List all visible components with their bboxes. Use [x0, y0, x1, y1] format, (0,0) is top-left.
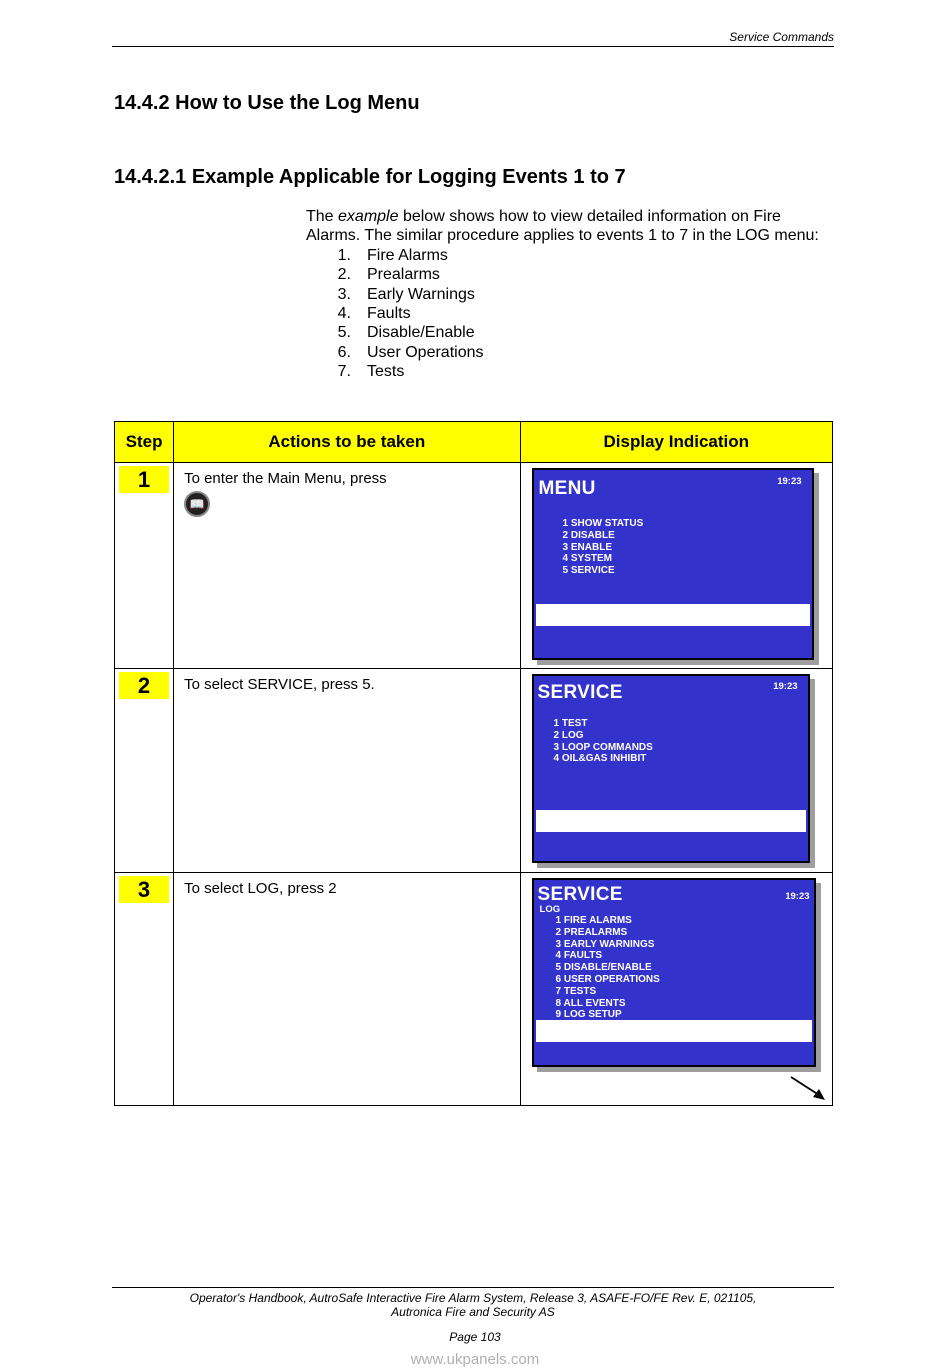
display-cell — [520, 873, 832, 1106]
menu-item: 9 LOG SETUP — [555, 1009, 622, 1021]
list-number: 2. — [337, 266, 351, 284]
intro-before: The — [306, 208, 339, 225]
menu-item: 4 OIL&GAS INHIBIT — [553, 753, 647, 765]
display-cell — [520, 463, 832, 669]
running-header: Service Commands — [112, 30, 834, 47]
menu-item: 3 LOOP COMMANDS — [553, 741, 653, 753]
page-footer — [112, 1287, 834, 1319]
step-cell — [115, 873, 174, 1106]
screen-status-bar — [536, 604, 810, 626]
menu-item: 2 PREALARMS — [555, 926, 628, 938]
action-text: To select SERVICE, press 5. — [184, 676, 375, 693]
list-label: Faults — [367, 305, 411, 323]
menu-item: 1 FIRE ALARMS — [555, 915, 632, 926]
list-item — [306, 265, 826, 284]
list-item — [306, 246, 826, 265]
list-number: 5. — [337, 324, 351, 342]
screen-subtitle: LOG — [539, 904, 561, 915]
screen-title: MENU — [538, 478, 596, 499]
menu-item: 7 TESTS — [555, 985, 597, 997]
list-item — [306, 323, 826, 342]
table-row — [115, 873, 833, 1106]
action-cell — [174, 873, 520, 1106]
list-label: Prealarms — [367, 266, 440, 284]
step-number: 2 — [119, 672, 169, 699]
list-number: 1. — [337, 246, 351, 264]
subsection-heading: 14.4.2.1 Example Applicable for Logging Events 1 to 7 — [114, 166, 626, 188]
arrow-down-right-icon — [789, 1075, 829, 1103]
intro-after: below shows how to view detailed information on Fire Alarms. The similar procedure applies to events 1 to 7 in the LOG menu: — [306, 208, 819, 245]
book-key-icon: 📖 — [184, 491, 210, 517]
step-cell — [115, 463, 174, 669]
table-row — [115, 669, 833, 873]
list-label: Fire Alarms — [367, 246, 448, 264]
list-number: 4. — [337, 305, 351, 323]
list-number: 3. — [337, 285, 351, 303]
table-header-row — [115, 422, 833, 463]
screen-menu — [563, 518, 644, 577]
header-actions: Actions to be taken — [174, 422, 520, 463]
screen-time: 19:23 — [785, 891, 810, 902]
panel-display — [532, 674, 810, 863]
step-cell — [115, 669, 174, 873]
screen-time: 19:23 — [773, 681, 798, 692]
panel-display — [532, 468, 814, 660]
menu-item: 3 EARLY WARNINGS — [555, 938, 655, 950]
menu-item: 5 DISABLE/ENABLE — [555, 962, 652, 974]
menu-item: 5 SERVICE — [562, 565, 615, 577]
action-cell — [174, 463, 520, 669]
screen-status-bar — [536, 810, 806, 832]
intro-text — [306, 207, 826, 382]
list-label: Disable/Enable — [367, 324, 475, 342]
list-label: User Operations — [367, 343, 484, 361]
list-label: Early Warnings — [367, 285, 475, 303]
menu-item: 2 DISABLE — [562, 529, 615, 541]
section-heading: 14.4.2 How to Use the Log Menu — [114, 92, 420, 114]
menu-item: 4 SYSTEM — [562, 553, 613, 565]
step-number: 3 — [119, 876, 169, 903]
event-list — [306, 246, 826, 382]
menu-item: 4 FAULTS — [555, 950, 603, 962]
step-number: 1 — [119, 466, 169, 493]
menu-item: 6 USER OPERATIONS — [555, 973, 660, 985]
screen-menu — [554, 718, 653, 765]
list-item — [306, 343, 826, 362]
list-item — [306, 304, 826, 323]
menu-item: 1 TEST — [553, 718, 588, 729]
screen-status-bar — [536, 1020, 812, 1042]
action-text: To enter the Main Menu, press — [184, 470, 387, 487]
menu-item: 2 LOG — [553, 729, 584, 741]
footer-line-1: Operator's Handbook, AutroSafe Interactive Fire Alarm System, Release 3, ASAFE-FO/FE Rev. E, 021105, — [189, 1291, 757, 1305]
procedure-table — [114, 421, 833, 1106]
screen-title: SERVICE — [537, 884, 623, 905]
screen-title: SERVICE — [537, 682, 623, 703]
menu-item: 8 ALL EVENTS — [555, 997, 626, 1009]
menu-item: 3 ENABLE — [562, 541, 612, 553]
footer-line-2: Autronica Fire and Security AS — [391, 1305, 555, 1319]
header-step: Step — [115, 422, 174, 463]
page-number: Page 103 — [449, 1330, 501, 1344]
action-cell — [174, 669, 520, 873]
list-item — [306, 362, 826, 381]
list-item — [306, 285, 826, 304]
display-cell — [520, 669, 832, 873]
action-text: To select LOG, press 2 — [184, 880, 337, 897]
header-display: Display Indication — [520, 422, 832, 463]
watermark: www.ukpanels.com — [410, 1351, 540, 1368]
panel-display — [532, 878, 816, 1067]
menu-item: 1 SHOW STATUS — [562, 518, 644, 529]
list-number: 6. — [337, 343, 351, 361]
list-label: Tests — [367, 363, 405, 381]
list-number: 7. — [337, 363, 351, 381]
intro-emphasis: example — [338, 208, 399, 225]
table-row — [115, 463, 833, 669]
screen-menu — [556, 915, 660, 1021]
screen-time: 19:23 — [777, 476, 802, 487]
